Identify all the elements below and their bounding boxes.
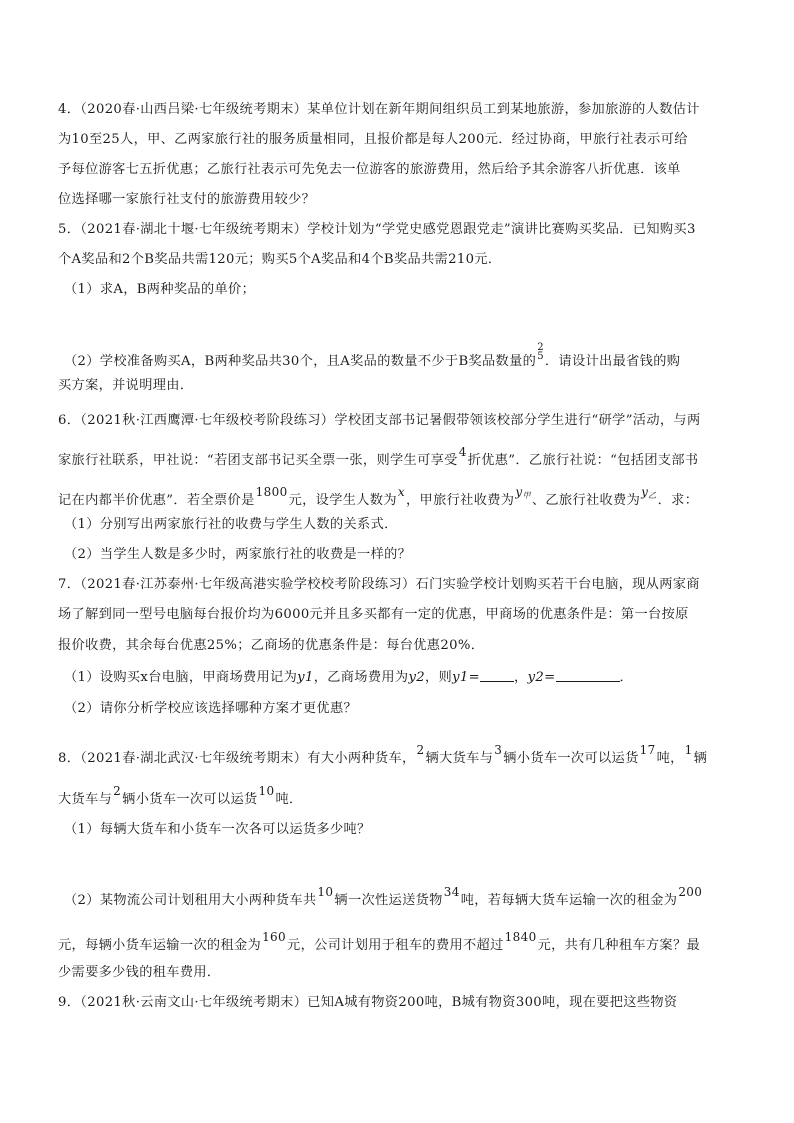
- problem-6-line-3-text-a: 记在内都半价优惠”．若全票价是: [58, 493, 255, 508]
- problem-8-line-1-text-b: 辆大货车与: [425, 751, 494, 766]
- problem-6-line-3-text-c: ，甲旅行社收费为: [406, 493, 515, 508]
- problem-5-line-2: 个A奖品和2个B奖品共需120元；购买5个A奖品和4个B奖品共需210元．: [58, 252, 502, 267]
- variable-y-yi-subscript: 乙: [648, 491, 657, 500]
- problem-6-line-3: [58, 485, 698, 508]
- problem-8-line-1-text-a: 8．（2021春·湖北武汉·七年级统考期末）有大小两种货车，: [58, 751, 416, 766]
- problem-8-question-2-text-c: 吨，若每辆大货车运输一次的租金为: [460, 893, 678, 908]
- problem-6-line-3-text-d: 、乙旅行社收费为: [531, 493, 641, 508]
- problem-6-line-2-text-a: 家旅行社联系，甲社说：“若团支部书记买全票一张，则学生可享受: [58, 453, 458, 468]
- fraction-two-fifths: [537, 343, 544, 361]
- fraction-numerator: 2: [537, 342, 544, 353]
- problem-7-line-2: 场了解到同一型号电脑每台报价均为6000元并且多买都有一定的优惠，甲商场的优惠条件是：第一台按原: [58, 607, 689, 622]
- problem-4-line-4: 位选择哪一家旅行社支付的旅游费用较少？: [58, 192, 316, 207]
- problem-8-line-1: [58, 743, 707, 766]
- problem-8-question-2-line-2: [58, 930, 700, 953]
- number-200: 200: [678, 885, 703, 899]
- full-ticket-price: 1800: [255, 485, 288, 499]
- separator-comma: ，: [514, 670, 528, 685]
- answer-blank-y2[interactable]: [556, 669, 620, 682]
- problem-8-question-2-line-3: 少需要多少钱的租车费用．: [58, 965, 221, 980]
- problem-8-question-2-text-b: 辆一次性运送货物: [334, 893, 443, 908]
- number-3: 3: [494, 743, 503, 757]
- problem-6-line-1: 6．（2021秋·江西鹰潭·七年级校考阶段练习）学校团支部书记暑假带领该校部分学生进行“研学”活动，与两: [58, 413, 701, 428]
- problem-5-question-2-line-1: [64, 343, 680, 369]
- equals-sign-2: =: [544, 670, 556, 685]
- problem-6-line-3-text-b: 元，设学生人数为: [288, 493, 397, 508]
- problem-5-question-2-text-a: （2）学校准备购买A，B两种奖品共30个，且A奖品的数量不少于B奖品数量的: [64, 354, 537, 369]
- problem-8-question-2-text-d: 元，每辆小货车运输一次的租金为: [58, 938, 262, 953]
- problem-7-question-1-text-c: ，则: [425, 670, 453, 685]
- problem-6-line-2-text-b: 折优惠”．乙旅行社说：“包括团支部书: [467, 453, 699, 468]
- variable-y1-answer: y1: [452, 670, 469, 685]
- problem-8-line-2-text-a: 大货车与: [58, 792, 113, 807]
- problem-8-line-1-text-e: 辆: [693, 751, 708, 766]
- problem-7-line-1: 7．（2021春·江苏泰州·七年级高港实验学校校考阶段练习）石门实验学校计划购买若干台电脑，现从两家商: [58, 577, 700, 592]
- variable-y-jia: [515, 485, 531, 501]
- problem-6-question-1: （1）分别写出两家旅行社的收费与学生人数的关系式．: [64, 517, 398, 532]
- problem-5-line-1: 5．（2021春·湖北十堰·七年级统考期末）学校计划为“学党史感党恩跟党走”演讲比赛购买奖品．已知购买3: [58, 222, 696, 237]
- number-1840: 1840: [504, 930, 537, 944]
- period: ．: [619, 670, 634, 685]
- problem-8-line-2-text-c: 吨．: [275, 792, 303, 807]
- number-2b: 2: [113, 784, 122, 798]
- number-10-trucks: 10: [317, 885, 334, 899]
- problem-5-question-1: （1）求A，B两种奖品的单价；: [64, 282, 256, 297]
- variable-x: x: [397, 485, 406, 499]
- number-34: 34: [443, 885, 460, 899]
- equals-sign-1: =: [468, 670, 481, 685]
- answer-blank-y1[interactable]: [480, 669, 514, 682]
- problem-5-question-2-text-b: ．请设计出最省钱的购: [544, 354, 681, 369]
- problem-5-question-2-line-2: 买方案，并说明理由．: [58, 378, 194, 393]
- problem-8-line-1-text-d: 吨，: [656, 751, 684, 766]
- problem-7-line-3: 报价收费，其余每台优惠25%；乙商场的优惠条件是：每台优惠20%．: [58, 638, 485, 653]
- problem-4-line-3: 予每位游客七五折优惠；乙旅行社表示可先免去一位游客的旅游费用，然后给予其余游客八折优惠．该单: [58, 162, 681, 177]
- problem-8-question-2-line-1: [64, 885, 703, 908]
- problem-9-line-1: 9．（2021秋·云南文山·七年级统考期末）已知A城有物资200吨，B城有物资300吨，现在要把这些物资: [58, 995, 678, 1010]
- problem-8-line-2-text-b: 辆小货车一次可以运货: [122, 792, 258, 807]
- problem-7-question-1-text-a: （1）设购买x台电脑，甲商场费用记为: [64, 670, 298, 685]
- problem-6-question-2: （2）当学生人数是多少时，两家旅行社的收费是一样的？: [64, 547, 412, 562]
- number-1: 1: [684, 743, 693, 757]
- problem-8-question-2-text-e: 元，公司计划用于租车的费用不超过: [287, 938, 504, 953]
- variable-y-yi-base: y: [641, 485, 649, 499]
- number-10: 10: [258, 784, 275, 798]
- number-160: 160: [262, 930, 287, 944]
- discount-number: 4: [458, 445, 467, 459]
- problem-4-line-2: 为10至25人，甲、乙两家旅行社的服务质量相同，且报价都是每人200元．经过协商，甲旅行社表示可给: [58, 132, 688, 147]
- number-2: 2: [416, 743, 425, 757]
- problem-6-line-3-text-e: ．求：: [657, 493, 699, 508]
- problem-7-question-1-text-b: ，乙商场费用为: [313, 670, 409, 685]
- problem-8-line-2: [58, 784, 303, 807]
- problem-8-question-2-text-f: 元，共有几种租车方案？最: [537, 938, 701, 953]
- variable-y-jia-subscript: 甲: [522, 491, 531, 500]
- problem-6-line-2: [58, 445, 698, 468]
- problem-8-question-2-text-a: （2）某物流公司计划租用大小两种货车共: [64, 893, 317, 908]
- variable-y2-answer: y2: [527, 670, 545, 685]
- problem-8-line-1-text-c: 辆小货车一次可以运货: [503, 751, 639, 766]
- number-17: 17: [639, 743, 656, 757]
- fraction-denominator: 5: [537, 351, 544, 362]
- problem-4-line-1: 4．（2020春·山西吕梁·七年级统考期末）某单位计划在新年期间组织员工到某地旅游，参加旅游的人数估计: [58, 102, 700, 117]
- problem-8-question-1: （1）每辆大货车和小货车一次各可以运货多少吨？: [64, 822, 371, 837]
- problem-7-question-1: [64, 666, 633, 685]
- problem-7-question-2: （2）请你分析学校应该选择哪种方案才更优惠？: [64, 701, 358, 716]
- variable-y2: y2: [408, 670, 425, 685]
- variable-y-jia-base: y: [515, 485, 523, 499]
- variable-y-yi: [641, 485, 657, 501]
- variable-y1: y1: [297, 670, 314, 685]
